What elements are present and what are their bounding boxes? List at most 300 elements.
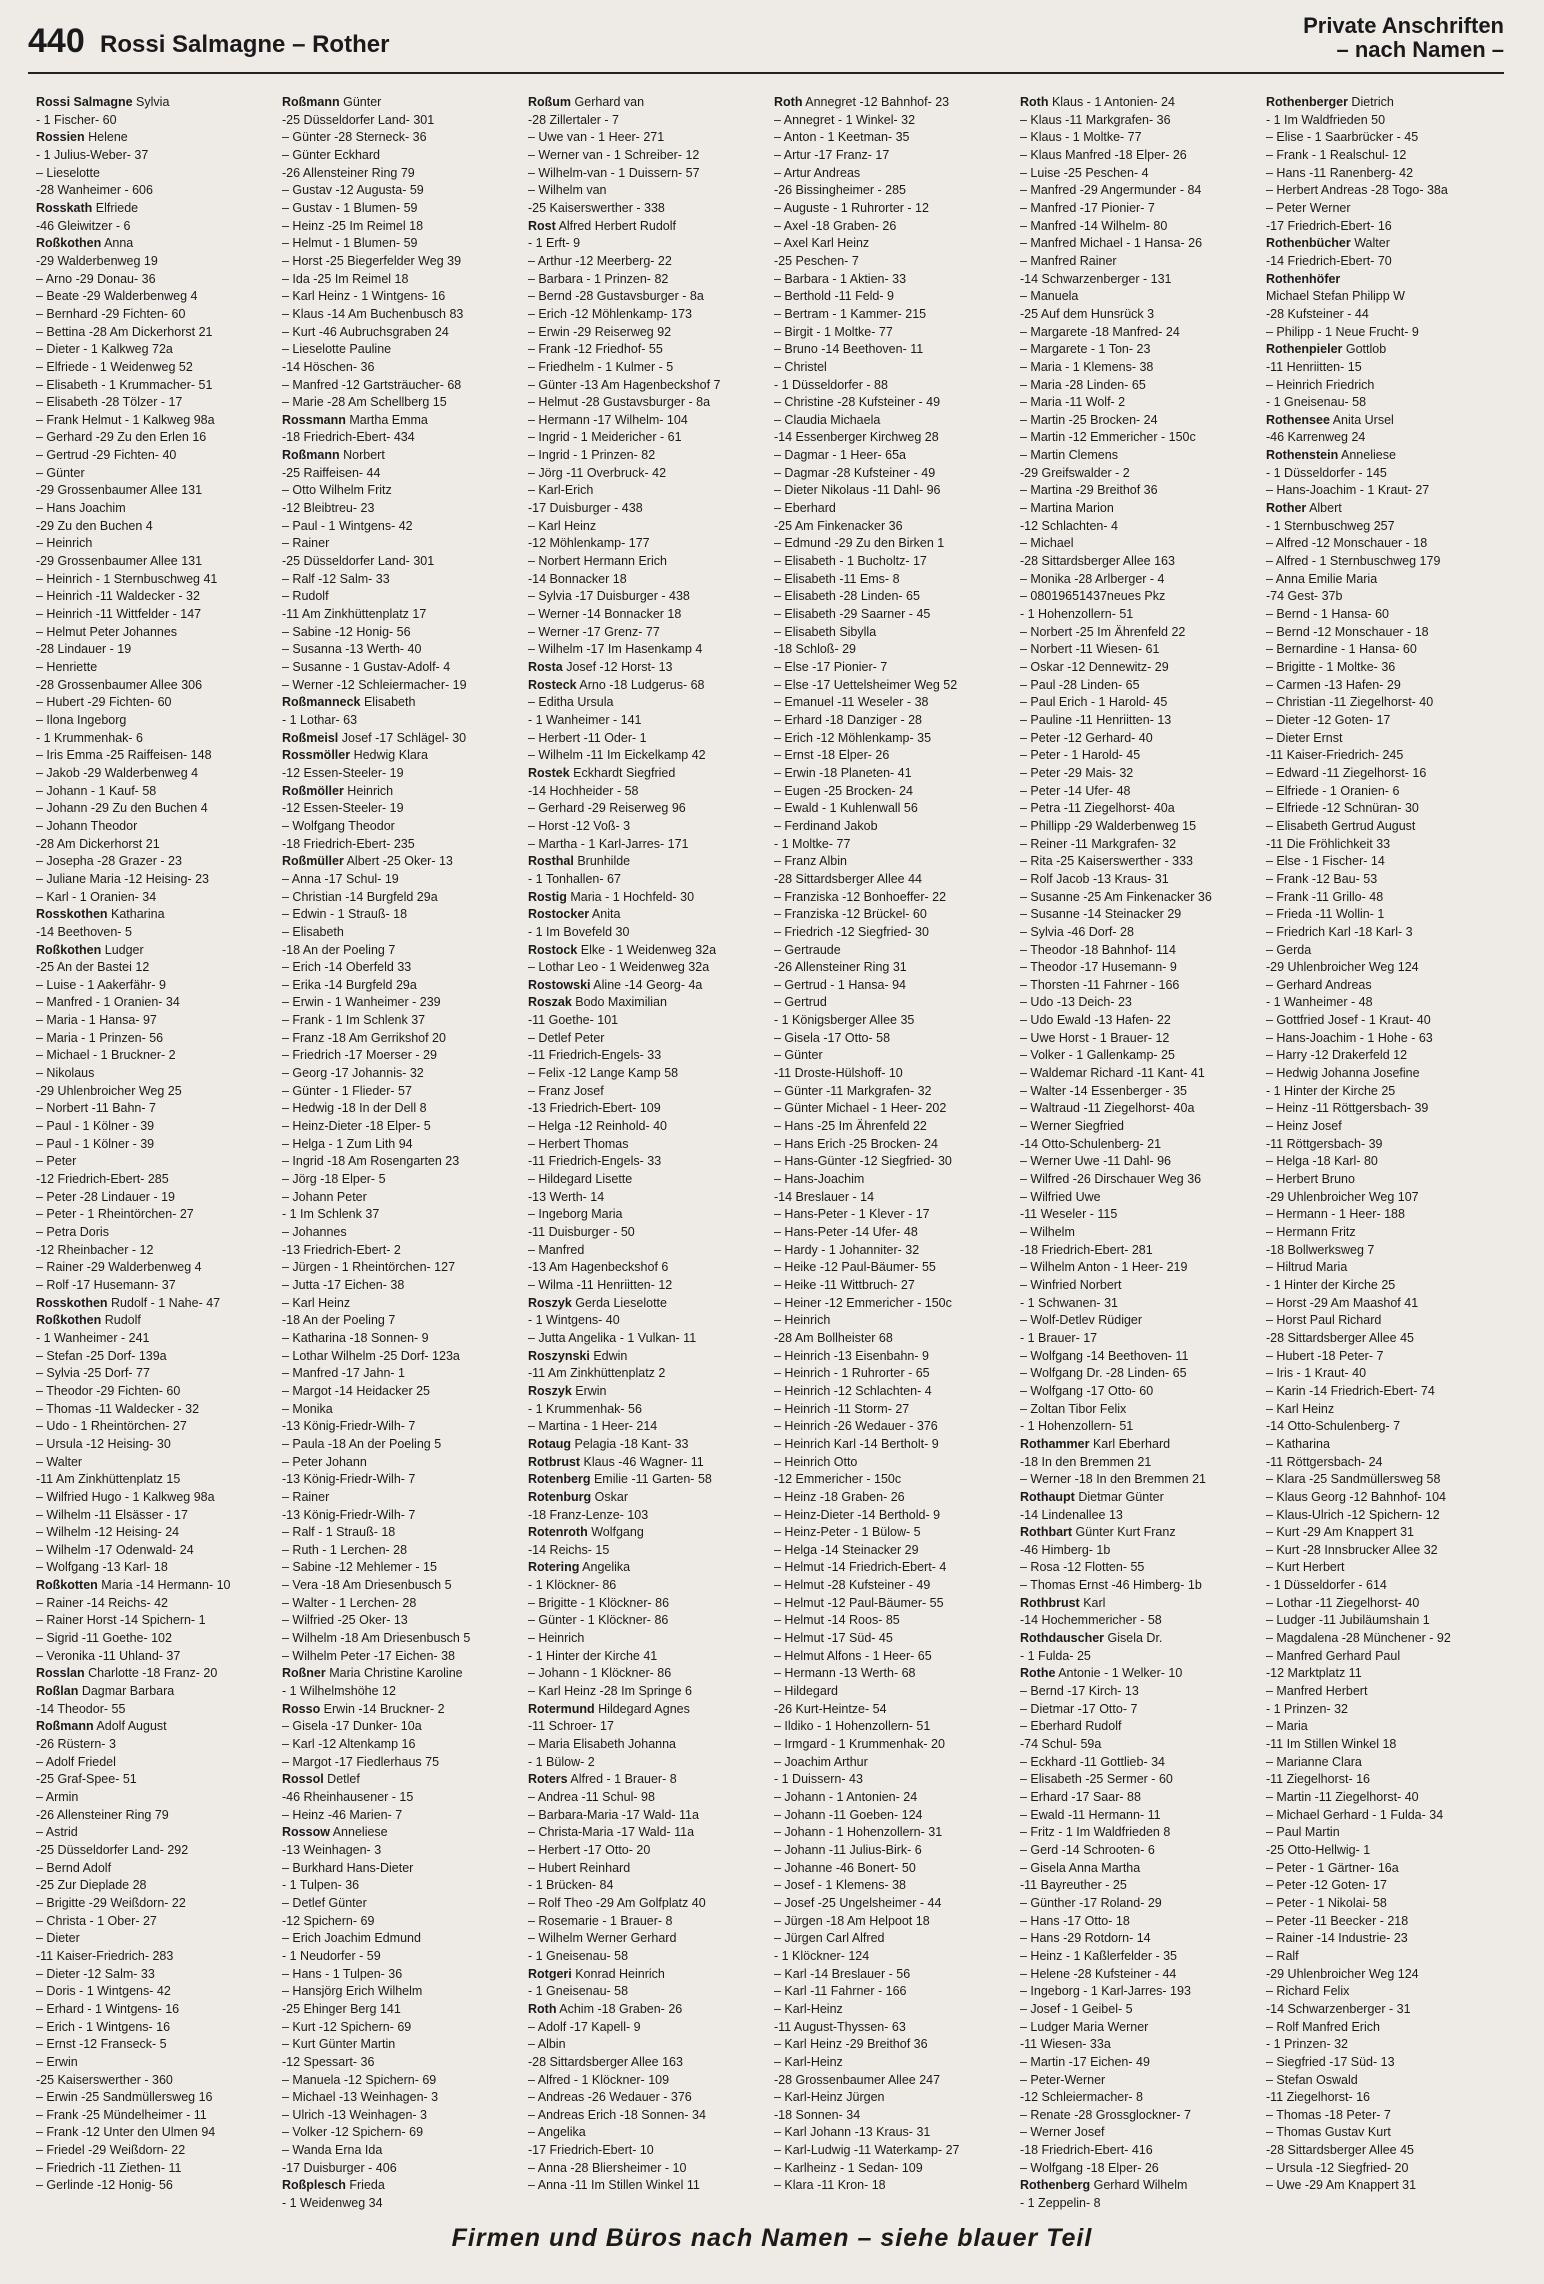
entry-text: Sylvia [132,95,170,109]
directory-entry [282,1824,520,1842]
directory-entry [774,2072,1012,2090]
directory-entry [1266,518,1504,536]
directory-entry [1266,1136,1504,1154]
directory-entry [1020,624,1258,642]
directory-entry [1020,2142,1258,2160]
entry-text: Karl Eberhard [1089,1436,1171,1451]
entry-text: – Else -17 Pionier- 7 [774,660,888,674]
entry-text: – Josef -25 Ungelsheimer - 44 [774,1895,942,1910]
entry-surname: Rosthal [528,854,574,869]
entry-text: – Erwin - 1 Wanheimer - 239 [282,995,441,1010]
directory-entry [1266,1401,1504,1419]
directory-entry [36,500,274,518]
directory-entry [36,1507,274,1525]
entry-text: -25 Düsseldorfer Land- 301 [282,112,435,127]
entry-text: -28 Kufsteiner - 44 [1266,306,1369,321]
directory-entry [1266,341,1504,359]
directory-entry [282,747,520,765]
entry-text: – Heinz - 1 Kaßlerfelder - 35 [1020,1948,1178,1963]
entry-surname: Rostocker [528,907,590,922]
entry-text: – Helmut -14 Friedrich-Ebert- 4 [774,1560,947,1575]
entry-text: – Karl-Erich [528,483,594,498]
entry-text: -46 Himberg- 1b [1020,1542,1111,1557]
entry-text: -14 Hochemmericher - 58 [1020,1613,1162,1628]
directory-entry [1266,1189,1504,1207]
directory-entry [1020,1471,1258,1489]
directory-entry [1020,712,1258,730]
entry-text: – Sigrid -11 Goethe- 102 [36,1631,172,1646]
directory-entry [1020,1047,1258,1065]
directory-entry [36,606,274,624]
entry-text: – Helmut Alfons - 1 Heer- 65 [774,1648,932,1663]
entry-text: -14 Reichs- 15 [528,1542,610,1557]
directory-entry [774,677,1012,695]
entry-text: -18 In den Bremmen 21 [1020,1454,1152,1469]
directory-entry [774,871,1012,889]
entry-text: -12 Essen-Steeler- 19 [282,801,404,816]
directory-entry [1020,1224,1258,1242]
directory-entry [282,2072,520,2090]
entry-text: – Wolfgang Theodor [282,818,395,833]
directory-entry [1020,1153,1258,1171]
entry-text: – Günter -28 Sterneck- 36 [282,130,427,145]
entry-text: - 1 Zeppelin- 8 [1020,2196,1101,2211]
directory-entry [1020,2072,1258,2090]
directory-entry [528,1595,766,1613]
entry-text: – Elisabeth -11 Ems- 8 [774,571,900,586]
entry-text: – Iris - 1 Kraut- 40 [1266,1366,1367,1381]
directory-entry [1266,889,1504,907]
directory-entry [282,1224,520,1242]
directory-entry [1266,571,1504,589]
directory-entry [36,482,274,500]
entry-text: – Irmgard - 1 Krummenhak- 20 [774,1737,945,1752]
directory-entry [1266,1913,1504,1931]
entry-text: - 1 Hinter der Kirche 41 [528,1648,658,1663]
directory-entry [774,1047,1012,1065]
entry-text: -28 Sittardsberger Allee 163 [1020,554,1175,569]
directory-entry [774,182,1012,200]
entry-text: – Elfriede - 1 Weidenweg 52 [36,359,193,374]
entry-text: – Martin -25 Brocken- 24 [1020,412,1158,427]
directory-entry [774,129,1012,147]
entry-text: – Thomas -11 Waldecker - 32 [36,1401,200,1416]
directory-entry [774,1206,1012,1224]
directory-entry [528,129,766,147]
entry-text: -28 Sittardsberger Allee 163 [528,2054,683,2069]
entry-text: – Hans -11 Ranenberg- 42 [1266,165,1414,180]
entry-text: -12 Essen-Steeler- 19 [282,765,404,780]
directory-entry [1020,1295,1258,1313]
entry-text: – Bernd -12 Monschauer - 18 [1266,624,1429,639]
directory-entry [528,1948,766,1966]
directory-entry [1020,730,1258,748]
directory-entry [528,1542,766,1560]
entry-text: – Manfred -17 Pionier- 7 [1020,200,1155,215]
entry-text: - 1 Tulpen- 36 [282,1878,360,1893]
entry-text: – Doris - 1 Wintgens- 42 [36,1984,171,1999]
directory-entry [528,1983,766,2001]
entry-text: – Jutta -17 Eichen- 38 [282,1277,405,1292]
directory-entry [1020,1701,1258,1719]
directory-entry [774,447,1012,465]
entry-text: – Heike -12 Paul-Bäumer- 55 [774,1260,936,1275]
directory-entry [1020,1277,1258,1295]
entry-text: – Eberhard Rudolf [1020,1719,1122,1734]
entry-text: – Paul Martin [1266,1825,1340,1840]
entry-text: – Heinz-Dieter -18 Elper- 5 [282,1119,431,1134]
directory-entry [774,2107,1012,2125]
directory-entry [528,1966,766,1984]
directory-entry [528,606,766,624]
directory-entry [1020,2089,1258,2107]
entry-text: Annegret -12 Bahnhof- 23 [802,95,950,109]
directory-entry [1020,535,1258,553]
directory-entry [282,836,520,854]
entry-surname: Rothenberg [1020,2178,1091,2193]
entry-text: – Frank Helmut - 1 Kalkweg 98a [36,412,215,427]
entry-text: – Thorsten -11 Fahrner - 166 [1020,977,1180,992]
entry-text: – Karl-Heinz [774,2054,843,2069]
entry-surname: Rotenburg [528,1489,592,1504]
directory-entry [282,783,520,801]
entry-text: – Helmut - 1 Blumen- 59 [282,236,418,251]
entry-text: – Klaus -11 Markgrafen- 36 [1020,112,1171,127]
directory-entry [36,1542,274,1560]
directory-entry [1266,394,1504,412]
directory-entry [1020,1930,1258,1948]
entry-text: – Johann - 1 Kauf- 58 [36,783,157,798]
directory-entry [282,818,520,836]
entry-text: -26 Allensteiner Ring 31 [774,960,907,975]
entry-text: - 1 Hohenzollern- 51 [1020,1419,1134,1434]
directory-entry [528,2160,766,2178]
entry-text: Hedwig Klara [350,748,428,763]
directory-entry [528,1612,766,1630]
directory-entry [1266,959,1504,977]
entry-surname: Rostig [528,889,567,904]
directory-entry [1266,1030,1504,1048]
entry-text: – Ralf - 1 Strauß- 18 [282,1525,396,1540]
directory-entry [1266,2160,1504,2178]
directory-entry [774,641,1012,659]
directory-entry [528,1083,766,1101]
directory-entry [282,2177,520,2195]
directory-entry [1020,1418,1258,1436]
directory-entry [774,1136,1012,1154]
directory-entry [282,1913,520,1931]
entry-text: – Hansjörg Erich Wilhelm [282,1984,423,1999]
entry-text: – Norbert Hermann Erich [528,554,667,569]
directory-entry [774,1701,1012,1719]
entry-text: – Ewald -11 Hermann- 11 [1020,1807,1161,1822]
entry-text: – Edward -11 Ziegelhorst- 16 [1266,765,1427,780]
directory-entry [36,1771,274,1789]
entry-text: – Friedrich -12 Siegfried- 30 [774,924,929,939]
directory-entry [282,447,520,465]
entry-text: – Helga -12 Reinhold- 40 [528,1119,667,1134]
entry-text: – Gottfried Josef - 1 Kraut- 40 [1266,1013,1431,1028]
directory-entry [282,341,520,359]
entry-text: – Bernd -17 Kirch- 13 [1020,1684,1139,1699]
directory-entry [36,2160,274,2178]
entry-text: – Sabine -12 Mehlemer - 15 [282,1560,437,1575]
entry-text: – Franz Albin [774,854,847,869]
entry-text: – Erwin [36,2054,78,2069]
entry-text: Dietrich [1347,95,1394,109]
entry-text: – Erich -12 Möhlenkamp- 35 [774,730,932,745]
entry-text: - 1 Krummenhak- 56 [528,1401,642,1416]
directory-entry [1020,465,1258,483]
directory-entry [1266,1224,1504,1242]
entry-text: – Margarete - 1 Ton- 23 [1020,342,1151,357]
entry-text: – Brigitte - 1 Klöckner- 86 [528,1595,670,1610]
directory-entry [282,1648,520,1666]
entry-text: – Elise - 1 Saarbrücker - 45 [1266,130,1419,145]
entry-text: – Manfred Gerhard Paul [1266,1648,1401,1663]
directory-entry [1266,218,1504,236]
directory-entry [36,977,274,995]
directory-entry [1266,994,1504,1012]
entry-surname: Rosskothen [36,907,108,922]
directory-entry [282,2019,520,2037]
entry-text: – Lothar -11 Ziegelhorst- 40 [1266,1595,1420,1610]
entry-text: – Wanda Erna Ida [282,2143,383,2158]
entry-text: – Heinrich -11 Waldecker - 32 [36,589,200,604]
entry-surname: Rosskothen [36,1295,108,1310]
entry-text: – Peter -14 Ufer- 48 [1020,783,1131,798]
directory-entry [36,747,274,765]
entry-text: – Peter - 1 Harold- 45 [1020,748,1141,763]
directory-entry [528,288,766,306]
entry-text: – Thomas -18 Peter- 7 [1266,2107,1391,2122]
directory-entry [282,800,520,818]
entry-text: – Maria Elisabeth Johanna [528,1737,677,1752]
directory-entry [1020,1577,1258,1595]
entry-text: – Arno -29 Donau- 36 [36,271,156,286]
directory-entry [1266,2001,1504,2019]
directory-entry [1020,1524,1258,1542]
directory-entry [528,1559,766,1577]
directory-entry [528,1524,766,1542]
entry-surname: Roßkothen [36,1313,102,1328]
directory-entry [1020,2160,1258,2178]
entry-text: Klaus -46 Wagner- 11 [580,1454,704,1469]
directory-entry [1020,765,1258,783]
directory-entry [528,535,766,553]
entry-text: – Armin [36,1790,79,1804]
directory-entry [36,377,274,395]
entry-text: – Günter Eckhard [282,147,380,162]
directory-entry [36,182,274,200]
directory-entry [774,994,1012,1012]
entry-text: – Horst -12 Voß- 3 [528,818,631,833]
directory-entry [1266,1206,1504,1224]
directory-column-4 [774,94,1012,2214]
entry-text: – Norbert -11 Bahn- 7 [36,1101,156,1116]
directory-entry [1266,1348,1504,1366]
entry-text: - 1 Brücken- 84 [528,1878,614,1893]
entry-text: -14 Schwarzenberger - 31 [1266,2001,1411,2016]
directory-entry [282,412,520,430]
entry-text: Achim -18 Graben- 26 [556,2001,683,2016]
entry-text: – Bernardine - 1 Hansa- 60 [1266,642,1417,657]
entry-text: – Albin [528,2037,566,2052]
directory-entry [528,1401,766,1419]
directory-entry [1020,2036,1258,2054]
directory-entry [282,1365,520,1383]
directory-entry [774,1948,1012,1966]
entry-text: – Helga -14 Steinacker 29 [774,1542,919,1557]
directory-entry [282,1171,520,1189]
directory-entry [282,1948,520,1966]
entry-text: – Werner -12 Schleiermacher- 19 [282,677,467,692]
entry-text: – Helmut -28 Gustavsburger - 8a [528,395,711,410]
section-title-line1: Private Anschriften [1303,13,1504,38]
entry-text: – Dietmar -17 Otto- 7 [1020,1701,1138,1716]
directory-entry [1020,271,1258,289]
directory-entry [1266,1559,1504,1577]
directory-entry [1020,1330,1258,1348]
directory-entry [1266,2089,1504,2107]
entry-text: -11 Im Stillen Winkel 18 [1266,1737,1397,1752]
entry-surname: Rosskath [36,200,93,215]
entry-text: – Heinrich -11 Storm- 27 [774,1401,910,1416]
directory-entry [36,783,274,801]
directory-entry [282,1312,520,1330]
directory-entry [528,482,766,500]
directory-entry [528,889,766,907]
directory-entry [774,1754,1012,1772]
entry-text: Martha Emma [345,412,428,427]
directory-entry [774,1242,1012,1260]
entry-text: – Josef - 1 Geibel- 5 [1020,2001,1133,2016]
entry-text: – Nikolaus [36,1066,95,1081]
entry-text: – Barbara - 1 Prinzen- 82 [528,271,669,286]
directory-entry [528,200,766,218]
entry-text: – Elisabeth -28 Tölzer - 17 [36,395,183,410]
directory-entry [282,1577,520,1595]
directory-entry [282,712,520,730]
directory-entry [1266,694,1504,712]
entry-text: – Sylvia -25 Dorf- 77 [36,1366,150,1381]
entry-text: – Karl -14 Breslauer - 56 [774,1966,911,1981]
entry-text: – Editha Ursula [528,695,614,710]
entry-text: – Johann - 1 Antonien- 24 [774,1790,918,1804]
entry-text: – Frank -25 Mündelheimer - 11 [36,2107,207,2122]
directory-entry [528,2107,766,2125]
entry-text: – Franziska -12 Brückel- 60 [774,907,927,922]
directory-entry [528,182,766,200]
directory-column-6 [1266,94,1504,2214]
directory-entry [282,394,520,412]
page-header [28,14,1504,60]
entry-text: – Michael -13 Weinhagen- 3 [282,2090,439,2105]
entry-text: Adolf August [93,1719,167,1734]
entry-surname: Rotering [528,1560,580,1575]
directory-entry [774,200,1012,218]
entry-text: -11 Am Zinkhüttenplatz 15 [36,1472,181,1487]
directory-entry [282,359,520,377]
directory-entry [36,924,274,942]
entry-text: -13 Am Hagenbeckshof 6 [528,1260,669,1275]
directory-entry [282,889,520,907]
entry-text: -17 Duisburger - 438 [528,501,643,516]
directory-entry [1266,1771,1504,1789]
directory-entry [774,977,1012,995]
entry-text: – Marie -28 Am Schellberg 15 [282,395,447,410]
entry-text: – Wilma -11 Henriitten- 12 [528,1277,673,1292]
entry-text: – Paul Erich - 1 Harold- 45 [1020,695,1168,710]
entry-text: – Frieda -11 Wollin- 1 [1266,907,1385,922]
entry-text: – Wilhelm -11 Elsässer - 17 [36,1507,188,1522]
directory-entry [36,1083,274,1101]
entry-text: – Axel -18 Graben- 26 [774,218,897,233]
directory-entry [282,1030,520,1048]
entry-text: -26 Rüstern- 3 [36,1737,116,1752]
directory-entry [528,1807,766,1825]
entry-text: – Dieter - 1 Kalkweg 72a [36,342,173,357]
directory-entry [1020,977,1258,995]
entry-text: – Johann - 1 Klöckner- 86 [528,1666,672,1681]
entry-surname: Roßmann [282,95,340,109]
entry-surname: Roßmüller [282,854,344,869]
entry-text: -29 Zu den Buchen 4 [36,518,153,533]
entry-text: - 1 Neudorfer - 59 [282,1948,381,1963]
entry-text: – Manfred -14 Wilhelm- 80 [1020,218,1168,233]
directory-entry [1020,1100,1258,1118]
entry-text: – Waltraud -11 Ziegelhorst- 40a [1020,1101,1195,1116]
entry-text: – Martin Clemens [1020,448,1118,463]
entry-text: – Rosemarie - 1 Brauer- 8 [528,1913,673,1928]
directory-entry [528,2124,766,2142]
entry-text: – Bernd -28 Gustavsburger - 8a [528,289,704,304]
directory-entry [774,606,1012,624]
entry-text: Pelagia -18 Kant- 33 [571,1436,689,1451]
entry-text: – Horst -25 Biegerfelder Weg 39 [282,253,462,268]
entry-text: – Dieter Nikolaus -11 Dahl- 96 [774,483,941,498]
directory-entry [282,500,520,518]
directory-entry [774,2036,1012,2054]
entry-text: -13 König-Friedr-Wilh- 7 [282,1507,416,1522]
entry-text: – Hans-Joachim - 1 Hohe - 63 [1266,1030,1433,1045]
entry-surname: Rost [528,218,556,233]
entry-text: -11 Friedrich-Engels- 33 [528,1048,662,1063]
entry-text: Klaus - 1 Antonien- 24 [1048,95,1175,109]
entry-text: – Frank - 1 Realschul- 12 [1266,147,1407,162]
entry-text: -29 Uhlenbroicher Weg 124 [1266,960,1419,975]
directory-entry [1266,465,1504,483]
entry-text: – Johann -11 Julius-Birk- 6 [774,1842,922,1857]
entry-text: -12 Rheinbacher - 12 [36,1242,154,1257]
entry-surname: Rotbrust [528,1454,581,1469]
directory-entry [774,1542,1012,1560]
entry-text: – Wilhelm -17 Im Hasenkamp 4 [528,642,703,657]
directory-columns [36,94,1504,2214]
entry-text: – Günter [36,465,85,480]
entry-text: – Else - 1 Fischer- 14 [1266,854,1385,869]
directory-entry [36,288,274,306]
directory-entry [36,1559,274,1577]
entry-text: -28 Wanheimer - 606 [36,183,153,198]
entry-text: – Bernhard -29 Fichten- 60 [36,306,186,321]
entry-surname: Roth [528,2001,557,2016]
directory-entry [282,1436,520,1454]
entry-text: – Karl Heinz -28 Im Springe 6 [528,1684,692,1699]
entry-text: – Frank -12 Friedhof- 55 [528,342,663,357]
directory-entry [528,306,766,324]
entry-text: -25 Zur Dieplade 28 [36,1878,147,1893]
